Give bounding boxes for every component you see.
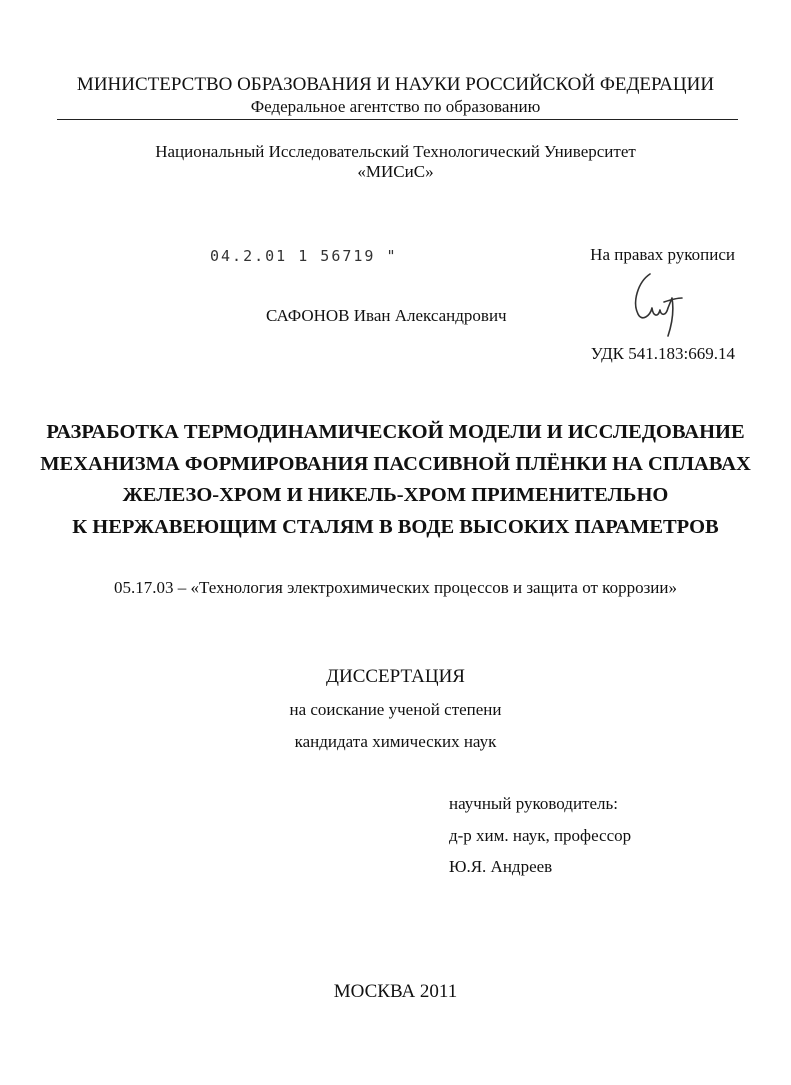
udc-code: УДК 541.183:669.14: [590, 344, 735, 363]
author-name: САФОНОВ Иван Александрович: [266, 306, 507, 325]
registration-stamp: 04.2.01 1 56719 ": [210, 247, 398, 265]
title-line: МЕХАНИЗМА ФОРМИРОВАНИЯ ПАССИВНОЙ ПЛЁНКИ НА СПЛАВАХ: [40, 452, 751, 475]
signature-icon: [628, 268, 684, 340]
specialty-code: 05.17.03 – «Технология электрохимических процессов и защита от коррозии»: [114, 578, 677, 597]
dissertation-title: [40, 417, 751, 543]
manuscript-rights: На правах рукописи: [590, 245, 735, 264]
ministry-heading: МИНИСТЕРСТВО ОБРАЗОВАНИЯ И НАУКИ РОССИЙСКОЙ ФЕДЕРАЦИИ: [76, 74, 715, 95]
supervisor-label: научный руководитель:: [449, 794, 618, 813]
university-abbrev: «МИСиС»: [357, 162, 434, 181]
title-line: РАЗРАБОТКА ТЕРМОДИНАМИЧЕСКОЙ МОДЕЛИ И ИССЛЕДОВАНИЕ: [46, 421, 745, 443]
city-year: МОСКВА 2011: [333, 981, 458, 1002]
header-divider: [57, 119, 738, 120]
degree-line-1: на соискание ученой степени: [289, 700, 502, 719]
degree-line-2: кандидата химических наук: [294, 732, 497, 751]
title-line: ЖЕЛЕЗО-ХРОМ И НИКЕЛЬ-ХРОМ ПРИМЕНИТЕЛЬНО: [122, 484, 669, 506]
title-line: К НЕРЖАВЕЮЩИМ СТАЛЯМ В ВОДЕ ВЫСОКИХ ПАРАМЕТРОВ: [72, 515, 719, 538]
supervisor-name: Ю.Я. Андреев: [449, 857, 553, 876]
dissertation-label: ДИССЕРТАЦИЯ: [326, 666, 465, 687]
agency-subheading: Федеральное агентство по образованию: [250, 97, 541, 116]
supervisor-degree: д-р хим. наук, профессор: [449, 826, 632, 845]
university-name: Национальный Исследовательский Технологический Университет: [155, 142, 636, 161]
